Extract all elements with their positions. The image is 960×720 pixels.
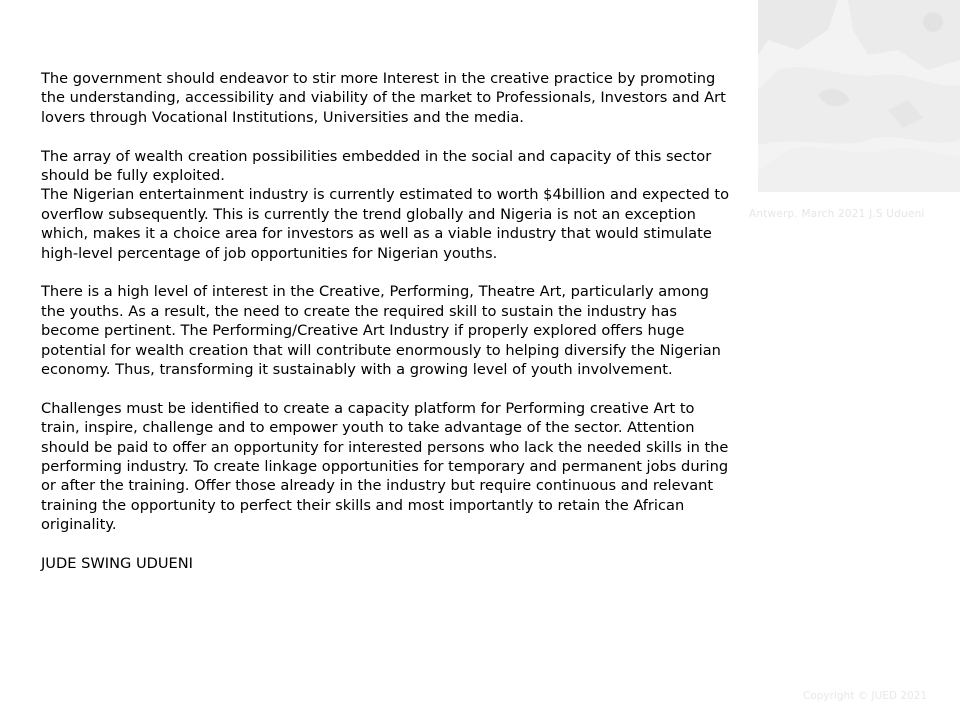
paragraph-gap xyxy=(41,263,731,282)
paragraph-government-interest: The government should endeavor to stir more Interest in the creative practice by promoting the understanding, accessibility and viability of the market to Professionals, Investors and Art lovers through Vocational Institutions, Universities and the media. xyxy=(41,70,726,126)
copyright-notice: Copyright © JUED 2021 xyxy=(803,690,928,702)
author-signature: JUDE SWING UDUENI xyxy=(41,555,193,573)
paragraph-gap xyxy=(41,379,731,398)
photo-caption: Antwerp. March 2021 J.S Udueni xyxy=(749,208,925,220)
paragraph-challenges: Challenges must be identified to create a capacity platform for Performing creative Art to train, inspire, challenge and to empower youth to take advantage of the sector. Attention should be paid to offer an opportunity for interested persons who lack the needed skills in the performing industry. To create linkage opportunities for temporary and permanent jobs during or after the training. Offer those already in the industry but require continuous and relevant training the opportunity to perfect their skills and most importantly to retain the African originality. xyxy=(41,399,729,534)
corner-photo xyxy=(758,0,960,192)
paragraph-gap xyxy=(41,127,731,146)
paragraph-wealth-creation: The array of wealth creation possibilities embedded in the social and capacity of this sector should be fully exploited. xyxy=(41,147,712,185)
paragraph-entertainment-industry: The Nigerian entertainment industry is currently estimated to worth $4billion and expected to overflow subsequently. This is currently the trend globally and Nigeria is not an exception which, makes it a choice area for investors as well as a viable industry that would stimulate high-level percentage of job opportunities for Nigerian youths. xyxy=(41,186,730,262)
body-text xyxy=(41,69,731,574)
paragraph-gap xyxy=(41,535,731,554)
paragraph-youth-interest: There is a high level of interest in the Creative, Performing, Theatre Art, particularly among the youths. As a result, the need to create the required skill to sustain the industry has become pertinent. The Performing/Creative Art Industry if properly explored offers huge potential for wealth creation that will contribute enormously to helping diversify the Nigerian economy. Thus, transforming it sustainably with a growing level of youth involvement. xyxy=(41,283,721,379)
